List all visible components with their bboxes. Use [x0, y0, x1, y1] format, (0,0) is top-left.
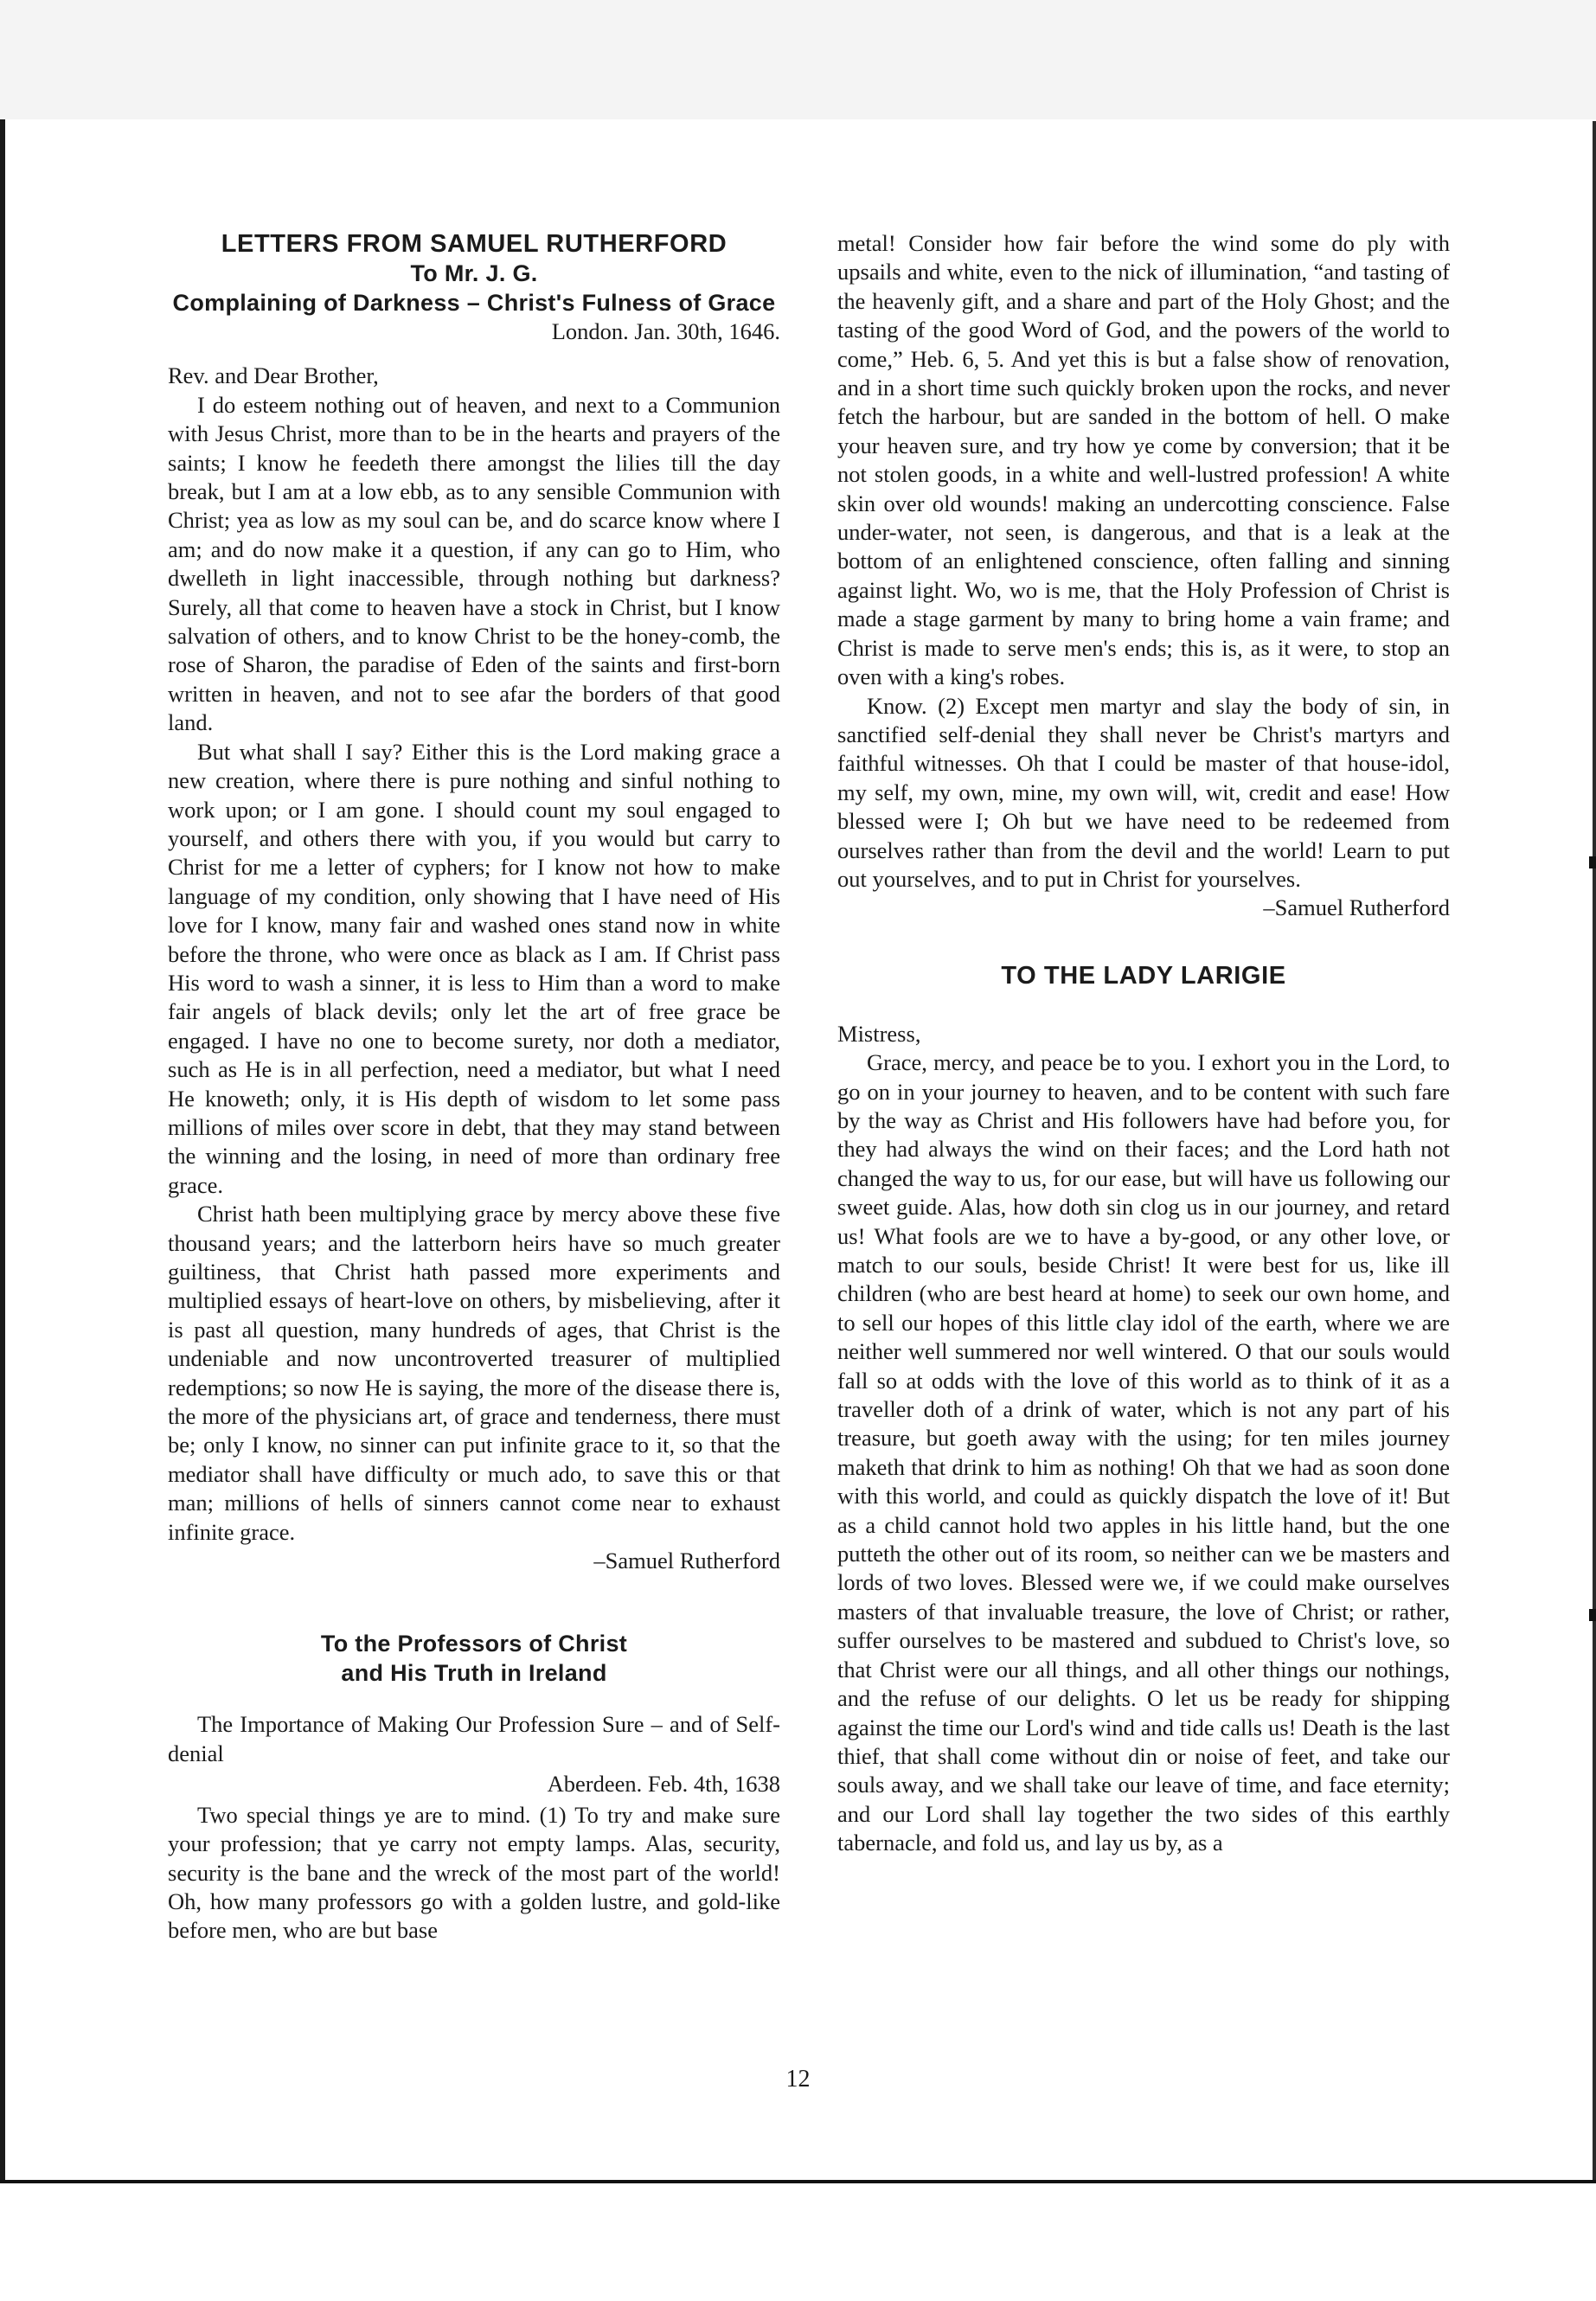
letter2-subject: The Importance of Making Our Profession Sure – and of Self-denial: [168, 1711, 780, 1766]
scan-edge-mark: [1589, 856, 1596, 868]
right-column: [837, 229, 1450, 1858]
scan-right-edge: [1593, 121, 1596, 2180]
know-paragraph: Know. (2) Except men martyr and slay the body of sin, in sanctified self-denial they shall never be Christ's martyrs and faithful witnesses. Oh that I could be master of that house-idol, my self, my own, mine, my own will, wit, credit and ease! How blessed were I; Oh but we have need to be redeemed from ourselves rather than from the devil and the world! Learn to put out yourselves, and to put in Christ for yourselves.: [837, 692, 1450, 892]
letter1-paragraph: But what shall I say? Either this is the Lord making grace a new creation, where there is pure nothing and sinful nothing to work upon; or I am gone. I should count my soul engaged to yourself, and others there with you, if you would but carry to Christ for me a letter of cyphers; for I know not how to make language of my condition, only showing that I have need of His love for I know, many fair and washed ones stand now in white before the throne, who were once as black as I am. If Christ pass His word to wash a sinner, it is less to Him than a word to make fair angels of black devils; only let the art of free grace be engaged. I have no one to become surety, nor doth a mediator, such as He is in all perfection, need a mediator, but what I need He knoweth; only, it is His depth of wisdom to let some pass millions of miles over score in debt, that they may stand between the winning and the losing, in need of more than ordinary free grace.: [168, 738, 780, 1198]
letter1-recipient: To Mr. J. G.: [410, 260, 538, 286]
letter3-title: TO THE LADY LARIGIE: [1001, 961, 1286, 990]
letter1-signature: –Samuel Rutherford: [593, 1548, 780, 1574]
scan-left-edge: [0, 119, 5, 2183]
letter3-salutation: Mistress,: [837, 1020, 921, 1047]
letter1-subtitle: Complaining of Darkness – Christ's Fulness of Grace: [172, 290, 776, 316]
letter1-title: LETTERS FROM SAMUEL RUTHERFORD: [221, 230, 727, 258]
scan-edge-mark: [1589, 1609, 1596, 1621]
letter2-title-line1: To the Professors of Christ: [320, 1631, 628, 1657]
letter1-salutation: Rev. and Dear Brother,: [168, 362, 379, 389]
letter3-paragraph: Grace, mercy, and peace be to you. I exhort you in the Lord, to go on in your journey to heaven, and to be content with such fare by the way as Christ and His followers have had before you, for they had always the wind on their faces; and the Lord hath not changed the way to us, for our ease, but will have us following our sweet guide. Alas, how doth sin clog us in our journey, and retard us! What fools are we to have a by-good, or any other love, or match to our souls, beside Christ! It were best for us, like ill children (who are best heard at home) to seek our own home, and to sell our hopes of this little clay idol of the earth, where we are neither well summered nor well wintered. O that our souls would fall so at odds with the love of this world as to think of it as a traveller doth of a drink of water, which is not any part of his treasure, but goeth away with the using; for ten miles journey maketh that drink to him as nothing! Oh that we had as soon done with this world, and could as quickly dispatch the love of it! But as a child cannot hold two apples in his little hand, but the one putteth the other out of its room, so neither can we be masters and lords of two loves. Blessed were we, if we could make ourselves masters of that invaluable treasure, the love of Christ; or rather, suffer ourselves to be mastered and subdued to Christ's love, so that Christ were our all things, and all other things our nothings, and the refuse of our delights. O let us be ready for shipping against the time our Lord's wind and tide calls us! Death is the last thief, that shall come without din or noise of feet, and take our souls away, and we shall take our leave of time, and face eternity; and our Lord shall lay together the two sides of this earthly tabernacle, and fold us, and lay us by, as a: [837, 1049, 1450, 1856]
letter2-title-line2: and His Truth in Ireland: [341, 1660, 607, 1687]
letter2-signature: –Samuel Rutherford: [1263, 894, 1450, 921]
continuation-paragraph: metal! Consider how fair before the wind some do ply with upsails and white, even to the nick of illumination, “and tasting of the heavenly gift, and a share and part of the Holy Ghost; and the tasting of the good Word of God, and the powers of the world to come,” Heb. 6, 5. And yet this is but a false show of renovation, and in a short time such quickly broken upon the rocks, and never fetch the harbour, but are sanded in the bottom of hell. O make your heaven sure, and try how ye come by conversion; that it be not stolen goods, in a white and well-lustred profession! A white skin over old wounds! making an undercotting conscience. False under-water, not seen, is dangerous, and that is a leak at the bottom of an enlightened conscience, often falling and sinning against light. Wo, wo is me, that the Holy Profession of Christ is made a stage garment by many to bring home a vain frame; and Christ is made to serve men's ends; this is, as it were, to stop an oven with a king's robes.: [837, 230, 1450, 690]
letter1-dateline: London. Jan. 30th, 1646.: [551, 318, 780, 344]
page-number: 12: [785, 2066, 811, 2093]
letter2-dateline: Aberdeen. Feb. 4th, 1638: [547, 1771, 780, 1798]
scan-top-band: [0, 0, 1596, 119]
letter1-paragraph: I do esteem nothing out of heaven, and next to a Communion with Jesus Christ, more than to be in the hearts and prayers of the saints; I know he feedeth there amongst the lilies till the day break, but I am at a low ebb, as to any sensible Communion with Christ; yea as low as my soul can be, and do scarce know where I am; and do now make it a question, if any can go to Him, who dwelleth in light inaccessible, through nothing but darkness? Surely, all that come to heaven have a stock in Christ, but I know salvation of others, and to know Christ to be the honey-comb, the rose of Sharon, the paradise of Eden of the saints and first-born written in heaven, and not to see afar the borders of that good land.: [168, 391, 780, 736]
left-column: [168, 229, 780, 1945]
page-bottom-rule: [0, 2180, 1596, 2183]
letter2-paragraph: Two special things ye are to mind. (1) To try and make sure your profession; that ye carry not empty lamps. Alas, security, security is the bane and the wreck of the most part of the world! Oh, how many professors go with a golden lustre, and gold-like before men, who are but base: [168, 1801, 780, 1944]
letter1-paragraph: Christ hath been multiplying grace by mercy above these five thousand years; and the latterborn heirs have so much greater guiltiness, that Christ hath passed more experiments and multiplied essays of heart-love on others, by misbelieving, after it is past all question, many hundreds of ages, that Christ is the undeniable and now uncontroverted treasurer of multiplied redemptions; so now He is saying, the more of the disease there is, the more of the physicians art, of grace and tenderness, there must be; only I know, no sinner can put infinite grace to it, so that the mediator shall have difficulty or much ado, to save this or that man; millions of hells of sinners cannot come near to exhaust infinite grace.: [168, 1201, 780, 1545]
